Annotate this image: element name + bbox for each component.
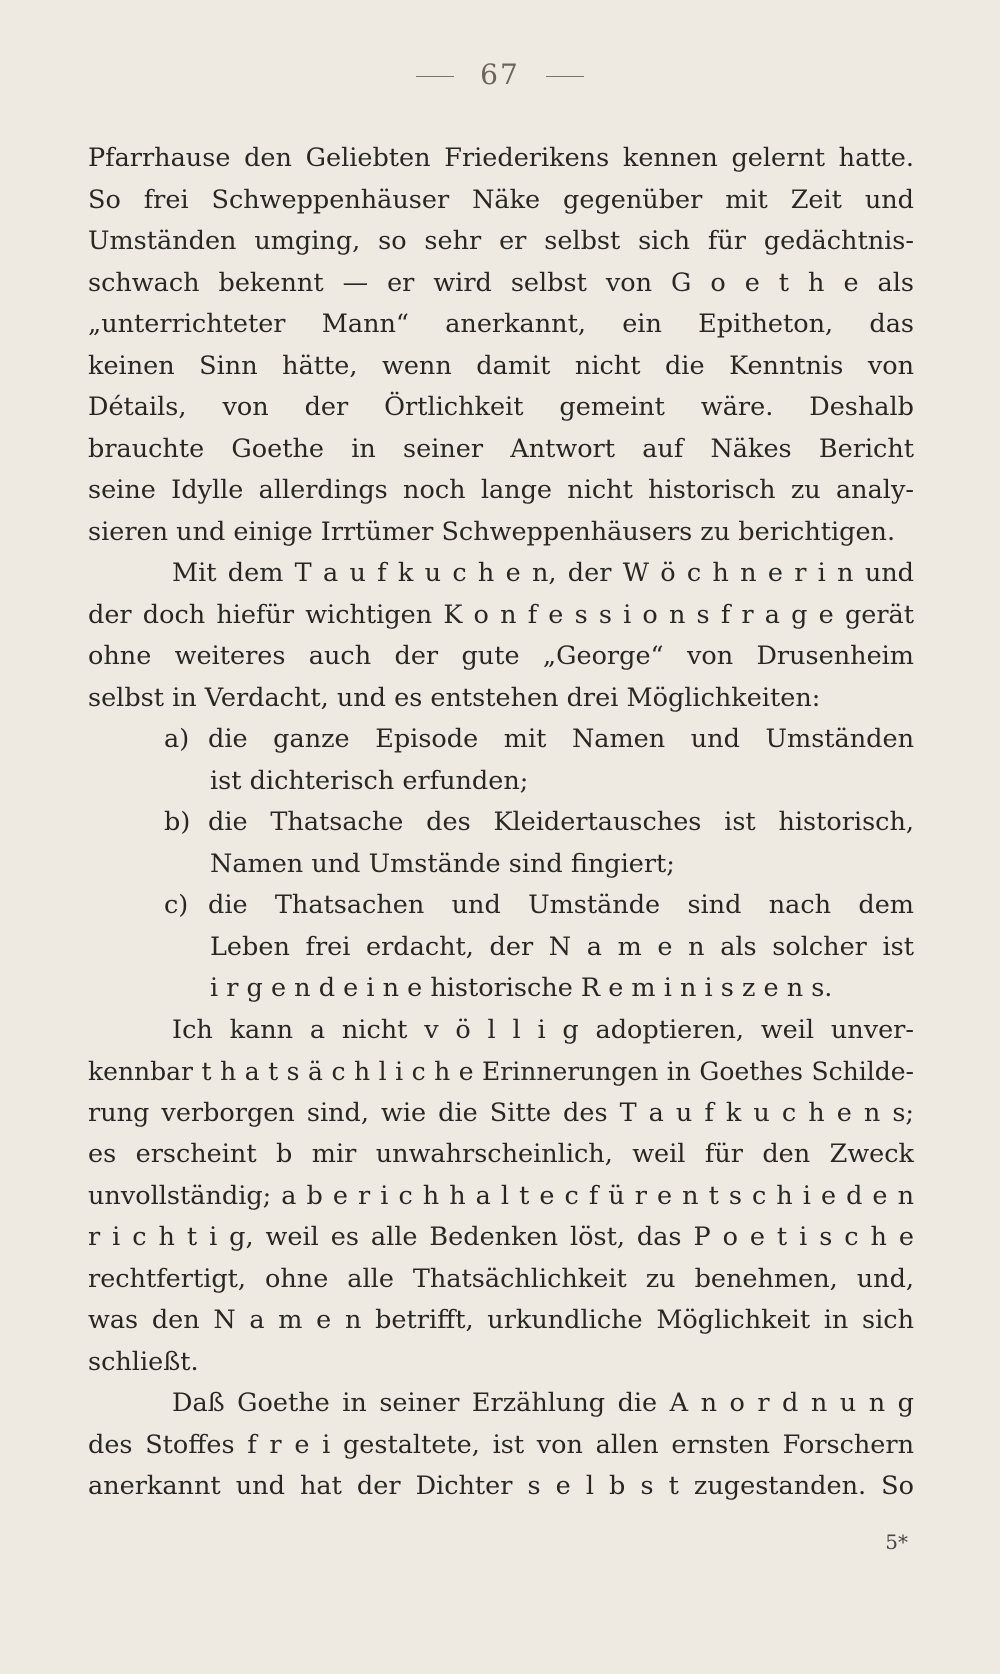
text-line (88, 512, 914, 554)
body-text (88, 138, 914, 1508)
text-line (88, 429, 914, 471)
text-line (88, 1342, 914, 1384)
text-line (88, 1383, 914, 1425)
text-line (88, 1217, 914, 1259)
line-text: schließt. (88, 1346, 199, 1377)
line-text: seine Idylle allerdings noch lange nicht historisch zu analy- (88, 475, 914, 505)
text-line (88, 844, 914, 886)
line-text: brauchte Goethe in seiner Antwort auf Näkes Bericht (88, 433, 914, 464)
line-text: was den N a m e n betrifft, urkundliche Möglichkeit in sich (88, 1305, 914, 1335)
text-line (88, 304, 914, 346)
page-number: 67 (480, 58, 520, 91)
text-line (88, 180, 914, 222)
line-text: Mit dem T a u f k u c h e n, der W ö c h n e r i n und (172, 558, 914, 588)
text-line (88, 1051, 914, 1093)
text-line (88, 719, 914, 761)
list-label: b) (164, 807, 191, 837)
text-line (88, 470, 914, 512)
text-line (88, 1176, 914, 1218)
text-line (88, 1259, 914, 1301)
line-text: die ganze Episode mit Namen und Umständen (208, 724, 914, 754)
line-text: selbst in Verdacht, und es entstehen drei Möglichkeiten: (88, 682, 821, 713)
header-dash-right (546, 76, 584, 77)
line-text: Détails, von der Örtlichkeit gemeint wäre. Deshalb (88, 392, 914, 422)
text-line (88, 346, 914, 388)
line-text: unvollständig; a b e r i c h h a l t e c f ü r e n t s c h i e d e n (88, 1180, 914, 1211)
text-line (88, 802, 914, 844)
text-line (88, 263, 914, 305)
line-text: Leben frei erdacht, der N a m e n als solcher ist (210, 931, 914, 962)
line-text: ohne weiteres auch der gute „George“ von Drusenheim (88, 641, 914, 671)
page-header (0, 58, 1000, 91)
header-dash-left (416, 76, 454, 77)
list-label: a) (164, 724, 190, 754)
line-text: r i c h t i g, weil es alle Bedenken löst, das P o e t i s c h e (88, 1222, 914, 1252)
line-text: Pfarrhause den Geliebten Friederikens kennen gelernt hatte. (88, 143, 914, 173)
text-line (88, 387, 914, 429)
line-text: kennbar t h a t s ä c h l i c h e Erinnerungen in Goethes Schilde- (88, 1057, 914, 1086)
text-line (88, 1134, 914, 1176)
text-line (88, 1093, 914, 1135)
line-text: ist dichterisch erfunden; (210, 765, 529, 796)
text-line (88, 761, 914, 803)
line-text: die Thatsache des Kleidertausches ist historisch, (208, 807, 914, 837)
text-line (88, 553, 914, 595)
text-line (88, 636, 914, 678)
text-line (88, 221, 914, 263)
line-text: schwach bekennt — er wird selbst von G o e t h e als (88, 267, 914, 298)
line-text: Daß Goethe in seiner Erzählung die A n o r d n u n g (172, 1388, 914, 1418)
text-line (88, 138, 914, 180)
line-text: Ich kann a nicht v ö l l i g adoptieren, weil unver- (172, 1014, 914, 1045)
line-text: keinen Sinn hätte, wenn damit nicht die Kenntnis von (88, 350, 914, 381)
signature-mark: 5* (885, 1530, 908, 1554)
text-line (88, 678, 914, 720)
line-text: So frei Schweppenhäuser Näke gegenüber mit Zeit und (88, 184, 914, 215)
line-text: anerkannt und hat der Dichter s e l b s t zugestanden. So (88, 1471, 914, 1501)
line-text: es erscheint b mir unwahrscheinlich, weil für den Zweck (88, 1139, 914, 1169)
text-line (88, 1300, 914, 1342)
line-text: die Thatsachen und Umstände sind nach dem (208, 890, 914, 920)
list-label: c) (164, 890, 189, 920)
text-line (88, 927, 914, 969)
text-line (88, 1425, 914, 1467)
text-line (88, 1466, 914, 1508)
line-text: des Stoffes f r e i gestaltete, ist von allen ernsten Forschern (88, 1429, 914, 1460)
line-text: rung verborgen sind, wie die Sitte des T a u f k u c h e n s; (88, 1097, 914, 1128)
line-text: der doch hiefür wichtigen K o n f e s s i o n s f r a g e gerät (88, 599, 914, 630)
line-text: rechtfertigt, ohne alle Thatsächlichkeit zu benehmen, und, (88, 1263, 914, 1294)
line-text: Umständen umging, so sehr er selbst sich für gedächtnis- (88, 226, 914, 256)
line-text: sieren und einige Irrtümer Schweppenhäusers zu berichtigen. (88, 516, 896, 547)
text-line (88, 1010, 914, 1052)
line-text: i r g e n d e i n e historische R e m i n i s z e n s. (210, 973, 833, 1003)
text-line (88, 595, 914, 637)
line-text: „unterrichteter Mann“ anerkannt, ein Epitheton, das (88, 309, 914, 339)
text-line (88, 968, 914, 1010)
text-line (88, 885, 914, 927)
line-text: Namen und Umstände sind fingiert; (210, 848, 675, 879)
